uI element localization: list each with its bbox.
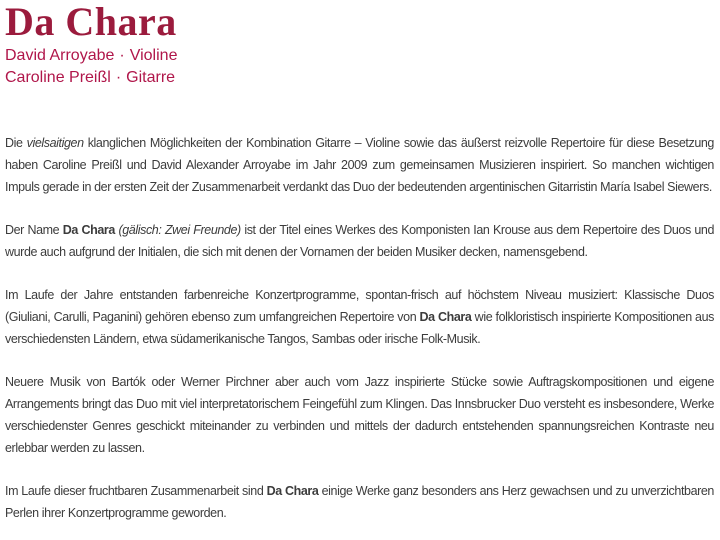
paragraph [5, 371, 714, 459]
text-run: wie folkloristisch inspirierte Kompositionen aus verschiedensten Ländern, etwa südamerikanische Tangos, Sambas oder irische Folk-Musik. [5, 310, 715, 346]
text-run: Der Name [5, 223, 63, 237]
text-run: Da Chara [266, 484, 319, 498]
page-title: Da Chara [5, 0, 177, 44]
member-name: David Arroyabe [5, 47, 115, 64]
text-run: ist der Titel eines Werkes des Komponisten Ian Krouse aus dem Repertoire des Duos und wurde auch aufgrund der Initialen, die sich mit denen der Vornamen der beiden Musiker decken, namensgebend. [5, 223, 715, 259]
member-instrument: Gitarre [126, 69, 176, 86]
text-run: Neuere Musik von Bartók oder Werner Pirchner aber auch vom Jazz inspirierte Stücke sowie Auftragskompositionen und eigene Arrangements bringt das Duo mit viel interpretatorischem Feingefühl zum Klingen. Das Innsbrucker Duo versteht es insbesondere, Werke verschiedenster Genres geschickt miteinander zu verbinden und mittels der dadurch entstehenden spannungsreichen Kontraste neu erlebbar werden zu lassen. [5, 375, 714, 455]
paragraph [5, 132, 714, 198]
paragraph [5, 284, 714, 350]
member-instrument: Violine [129, 47, 178, 64]
member-line-guitar [5, 67, 714, 89]
biography-text [5, 132, 714, 524]
text-run: Da Chara [62, 223, 115, 237]
text-run: Im Laufe der Jahre entstanden farbenreiche Konzertprogramme, spontan-frisch auf höchstem Niveau musiziert: Klassische Duos (Giuliani, Carulli, Paganini) gehören ebenso zum umfangreichen Repertoire von [5, 288, 714, 324]
separator-dot: · [119, 47, 125, 64]
text-run: Im Laufe dieser fruchtbaren Zusammenarbeit sind [5, 484, 267, 498]
separator-dot: · [115, 69, 122, 86]
text-run: einige Werke ganz besonders ans Herz gewachsen und zu unverzichtbaren Perlen ihrer Konzertprogramme geworden. [5, 484, 714, 520]
text-run: Die [5, 136, 27, 150]
header [5, 0, 714, 89]
member-name: Caroline Preißl [5, 69, 111, 86]
paragraph [5, 219, 714, 263]
paragraph [5, 480, 714, 524]
member-line-violin [5, 45, 714, 67]
text-run: vielsaitigen [26, 136, 84, 150]
text-run: klanglichen Möglichkeiten der Kombination Gitarre – Violine sowie das äußerst reizvolle Repertoire für diese Besetzung haben Caroline Preißl und David Alexander Arroyabe im Jahr 2009 zum gemeinsamen Musizieren inspiriert. So manchen wichtigen Impuls gerade in der ersten Zeit der Zusammenarbeit verdankt das Duo der bedeutenden argentinischen Gitarristin María Isabel Siewers. [5, 136, 714, 194]
member-list [5, 45, 714, 89]
text-run: (gälisch: Zwei Freunde) [118, 223, 241, 237]
text-run: Da Chara [419, 310, 472, 324]
